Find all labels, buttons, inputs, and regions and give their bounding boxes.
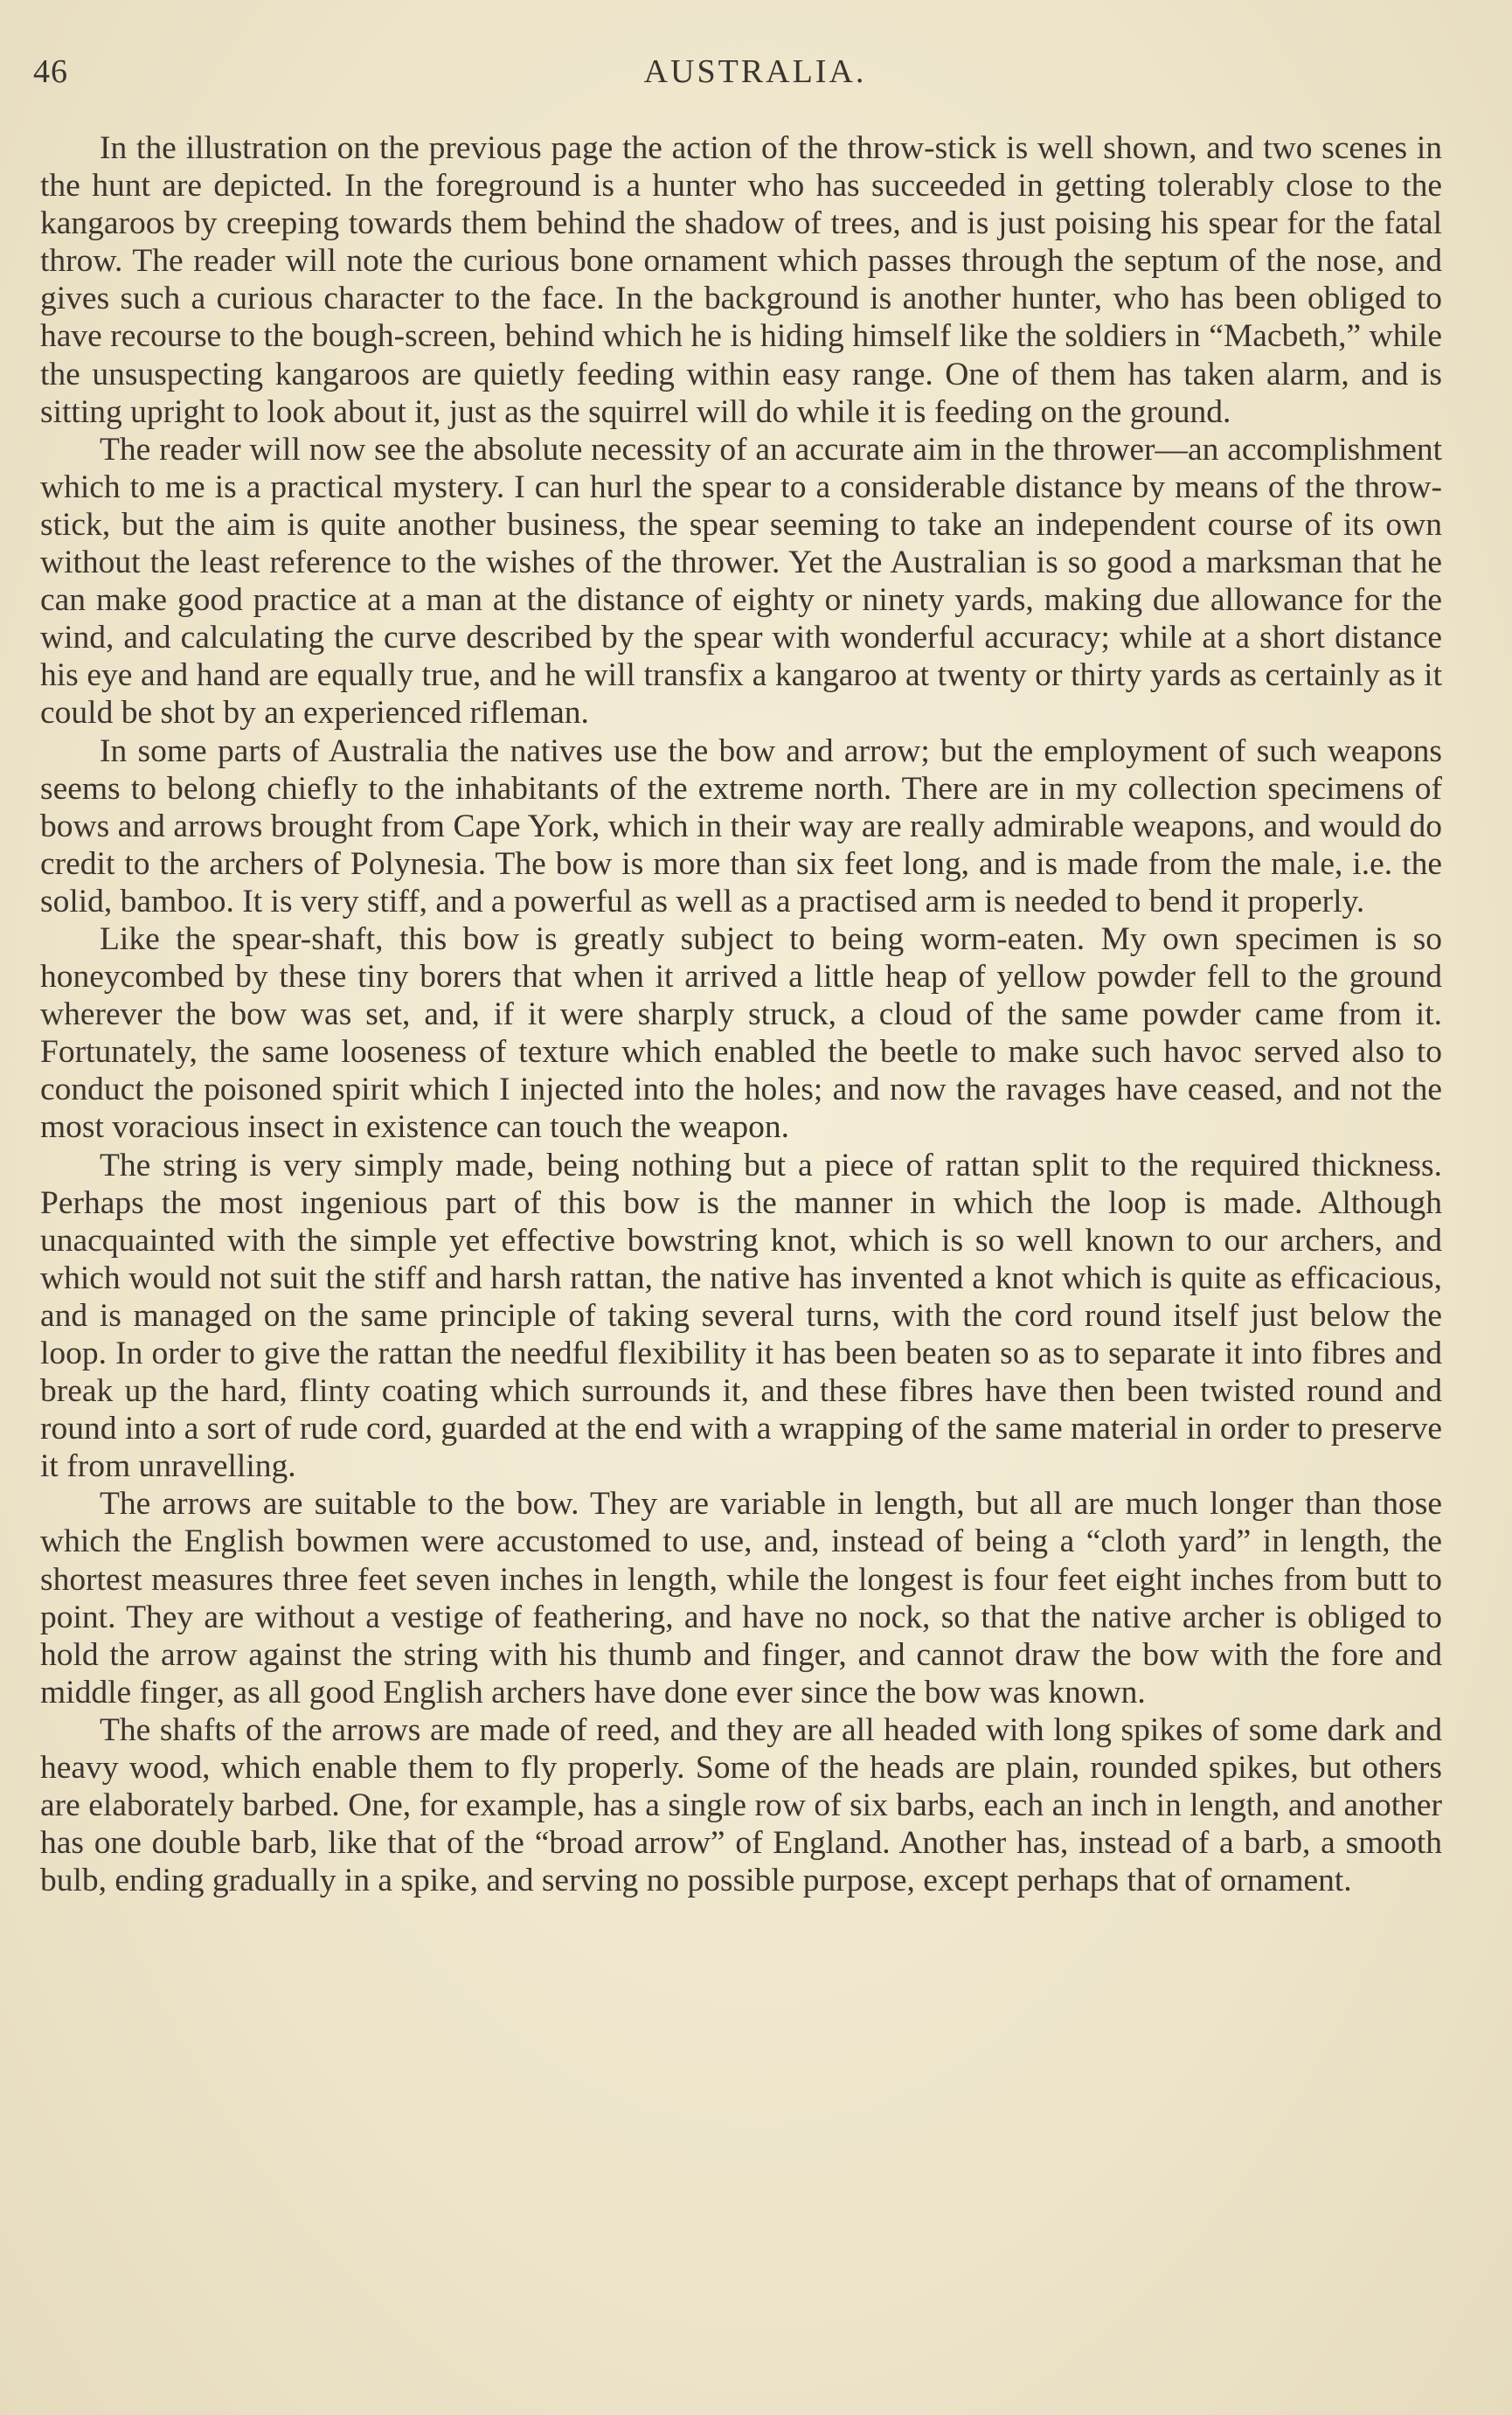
page-number: 46 [33, 53, 68, 90]
body-text [40, 129, 1442, 1899]
running-title: AUSTRALIA. [643, 53, 867, 90]
paragraph-arrow-shafts: The shafts of the arrows are made of reed, and they are all headed with long spikes of some dark and heavy wood, which enable them to fly properly. Some of the heads are plain, rounded spikes, but others are elaborately barbed. One, for example, has a single row of six barbs, each an inch in length, and another has one double barb, like that of the “broad arrow” of England. Another has, instead of a barb, a smooth bulb, ending gradually in a spike, and serving no possible purpose, except perhaps that of ornament. [40, 1711, 1442, 1899]
paragraph-worm-eaten-bow: Like the spear-shaft, this bow is greatly subject to being worm-eaten. My own specimen is so honeycombed by these tiny borers that when it arrived a little heap of yellow powder fell to the ground wherever the bow was set, and, if it were sharply struck, a cloud of the same powder came from it. Fortunately, the same looseness of texture which enabled the beetle to make such havoc served also to conduct the poisoned spirit which I injected into the holes; and now the ravages have ceased, and not the most voracious insect in existence can touch the weapon. [40, 920, 1442, 1146]
paragraph-bow-and-arrow: In some parts of Australia the natives use the bow and arrow; but the employment of such weapons seems to belong chiefly to the inhabitants of the extreme north. There are in my collection specimens of bows and arrows brought from Cape York, which in their way are really admirable weapons, and would do credit to the archers of Polynesia. The bow is more than six feet long, and is made from the male, i.e. the solid, bamboo. It is very stiff, and a powerful as well as a practised arm is needed to bend it properly. [40, 732, 1442, 920]
running-head [33, 52, 1460, 105]
paragraph-arrows: The arrows are suitable to the bow. They are variable in length, but all are much longer than those which the English bowmen were accustomed to use, and, instead of being a “cloth yard” in length, the shortest measures three feet seven inches in length, while the longest is four feet eight inches from butt to point. They are without a vestige of feathering, and have no nock, so that the native archer is obliged to hold the arrow against the string with his thumb and finger, and cannot draw the bow with the fore and middle finger, as all good English archers have done ever since the bow was known. [40, 1486, 1442, 1711]
paragraph-accurate-aim: The reader will now see the absolute necessity of an accurate aim in the thrower—an accomplishment which to me is a practical mystery. I can hurl the spear to a considerable distance by means of the throw-stick, but the aim is quite another business, the spear seeming to take an independent course of its own without the least reference to the wishes of the thrower. Yet the Australian is so good a marksman that he can make good practice at a man at the distance of eighty or ninety yards, making due allowance for the wind, and calculating the curve described by the spear with wonderful accuracy; while at a short distance his eye and hand are equally true, and he will transfix a kangaroo at twenty or thirty yards as certainly as it could be shot by an experienced rifleman. [40, 431, 1442, 732]
paragraph-throw-stick-illustration: In the illustration on the previous page the action of the throw-stick is well shown, and two scenes in the hunt are depicted. In the foreground is a hunter who has succeeded in getting tolerably close to the kangaroos by creeping towards them behind the shadow of trees, and is just poising his spear for the fatal throw. The reader will note the curious bone ornament which passes through the septum of the nose, and gives such a curious character to the face. In the background is another hunter, who has been obliged to have recourse to the bough-screen, behind which he is hiding himself like the soldiers in “Macbeth,” while the unsuspecting kangaroos are quietly feeding within easy range. One of them has taken alarm, and is sitting upright to look about it, just as the squirrel will do while it is feeding on the ground. [40, 130, 1442, 430]
paragraph-bow-string: The string is very simply made, being nothing but a piece of rattan split to the required thickness. Perhaps the most ingenious part of this bow is the manner in which the loop is made. Although unacquainted with the simple yet effective bowstring knot, which is so well known to our archers, and which would not suit the stiff and harsh rattan, the native has invented a knot which is quite as efficacious, and is managed on the same principle of taking several turns, with the cord round itself just below the loop. In order to give the rattan the needful flexibility it has been beaten so as to separate it into fibres and break up the hard, flinty coating which surrounds it, and these fibres have then been twisted round and round into a sort of rude cord, guarded at the end with a wrapping of the same material in order to preserve it from unravelling. [40, 1147, 1442, 1485]
